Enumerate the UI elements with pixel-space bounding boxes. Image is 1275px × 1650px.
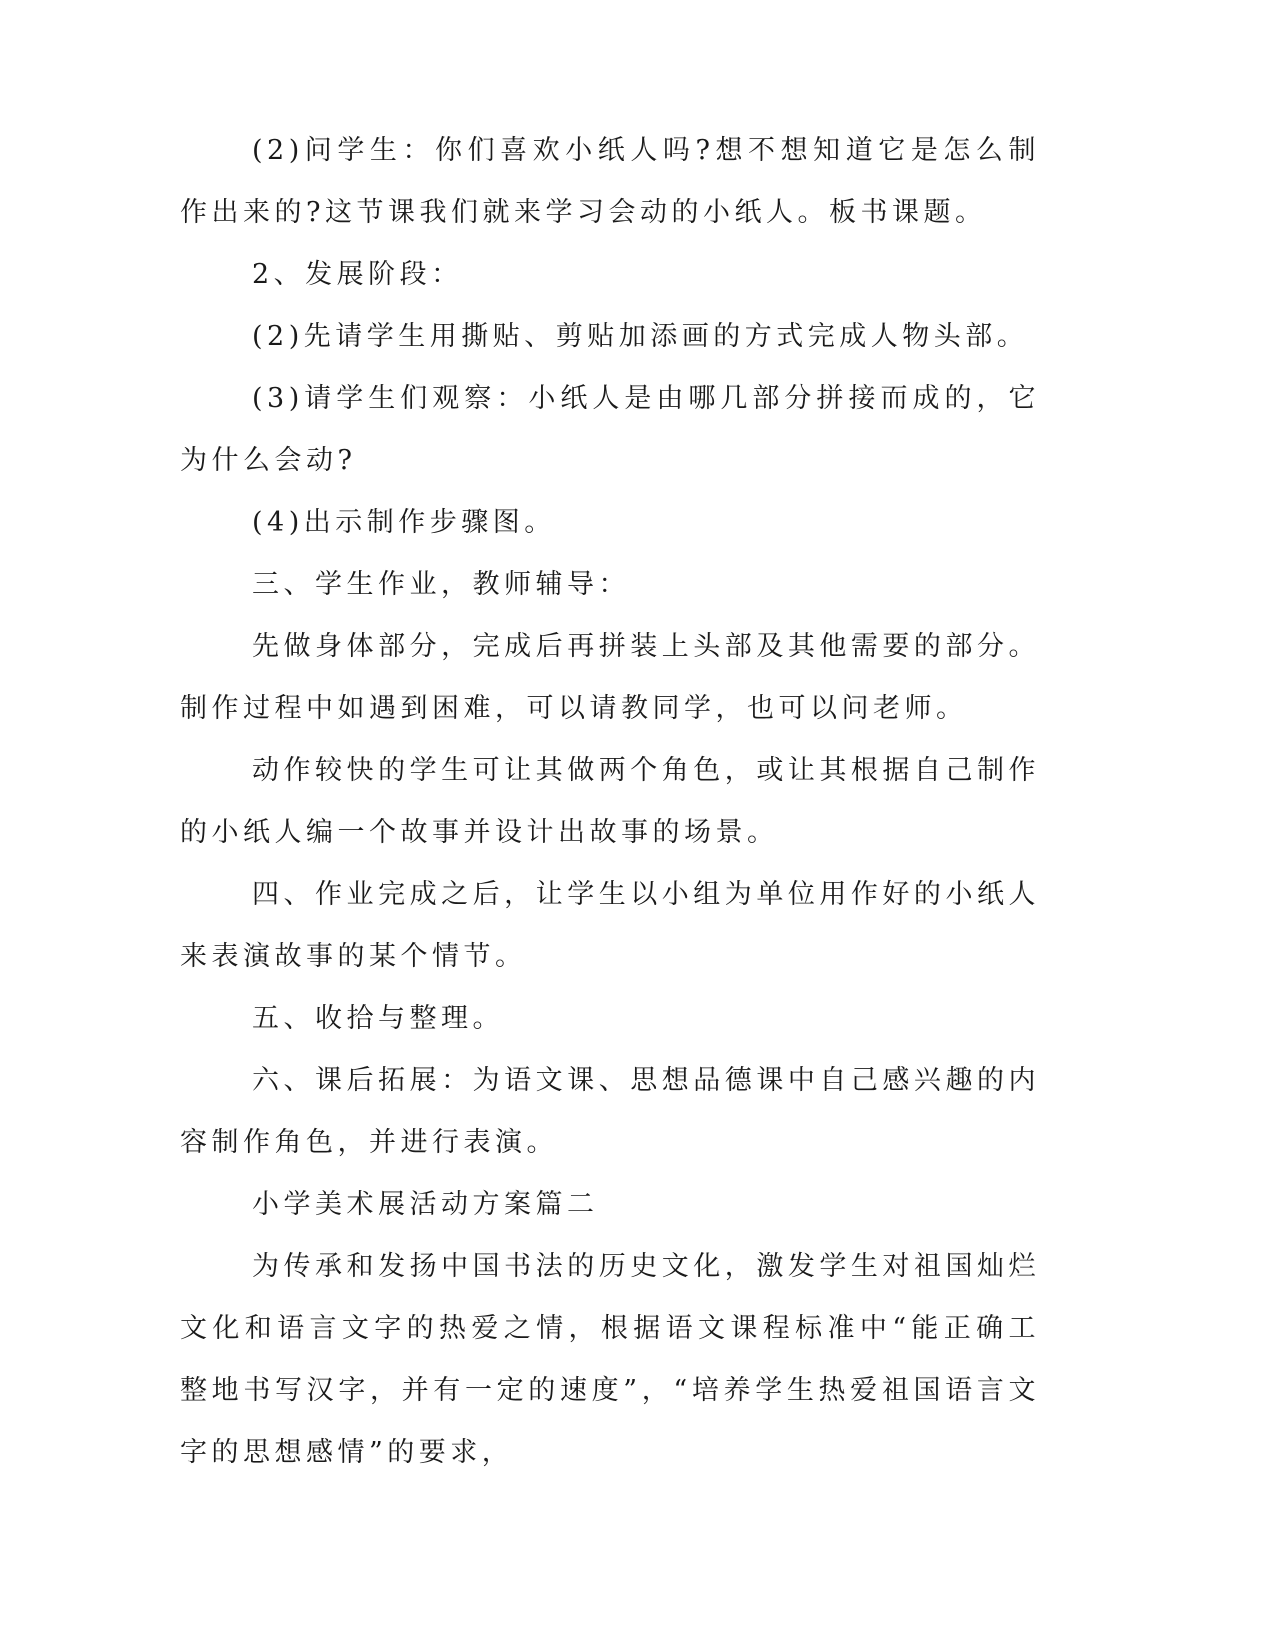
paragraph: (3)请学生们观察：小纸人是由哪几部分拼接而成的，它为什么会动? bbox=[180, 383, 1040, 476]
section-heading: 三、学生作业，教师辅导： bbox=[252, 569, 630, 600]
paragraph: (2)先请学生用撕贴、剪贴加添画的方式完成人物头部。 bbox=[252, 321, 1029, 352]
section-heading: 2、发展阶段： bbox=[252, 259, 463, 290]
chapter-title: 小学美术展活动方案篇二 bbox=[252, 1189, 599, 1220]
paragraph: 四、作业完成之后，让学生以小组为单位用作好的小纸人来表演故事的某个情节。 bbox=[180, 879, 1040, 972]
paragraph: 为传承和发扬中国书法的历史文化，激发学生对祖国灿烂文化和语言文字的热爱之情，根据语文课程标准中“能正确工整地书写汉字，并有一定的速度”，“培养学生热爱祖国语言文字的思想感情”的要求， bbox=[180, 1251, 1040, 1468]
paragraph: 先做身体部分，完成后再拼装上头部及其他需要的部分。制作过程中如遇到困难，可以请教同学，也可以问老师。 bbox=[180, 631, 1040, 724]
paragraph: (2)问学生：你们喜欢小纸人吗?想不想知道它是怎么制作出来的?这节课我们就来学习会动的小纸人。板书课题。 bbox=[180, 135, 1040, 228]
paragraph: 动作较快的学生可让其做两个角色，或让其根据自己制作的小纸人编一个故事并设计出故事的场景。 bbox=[180, 755, 1040, 848]
section-heading: 五、收拾与整理。 bbox=[252, 1003, 504, 1034]
document-body bbox=[180, 120, 1040, 1484]
paragraph: 六、课后拓展：为语文课、思想品德课中自己感兴趣的内容制作角色，并进行表演。 bbox=[180, 1065, 1040, 1158]
paragraph: (4)出示制作步骤图。 bbox=[252, 507, 556, 538]
